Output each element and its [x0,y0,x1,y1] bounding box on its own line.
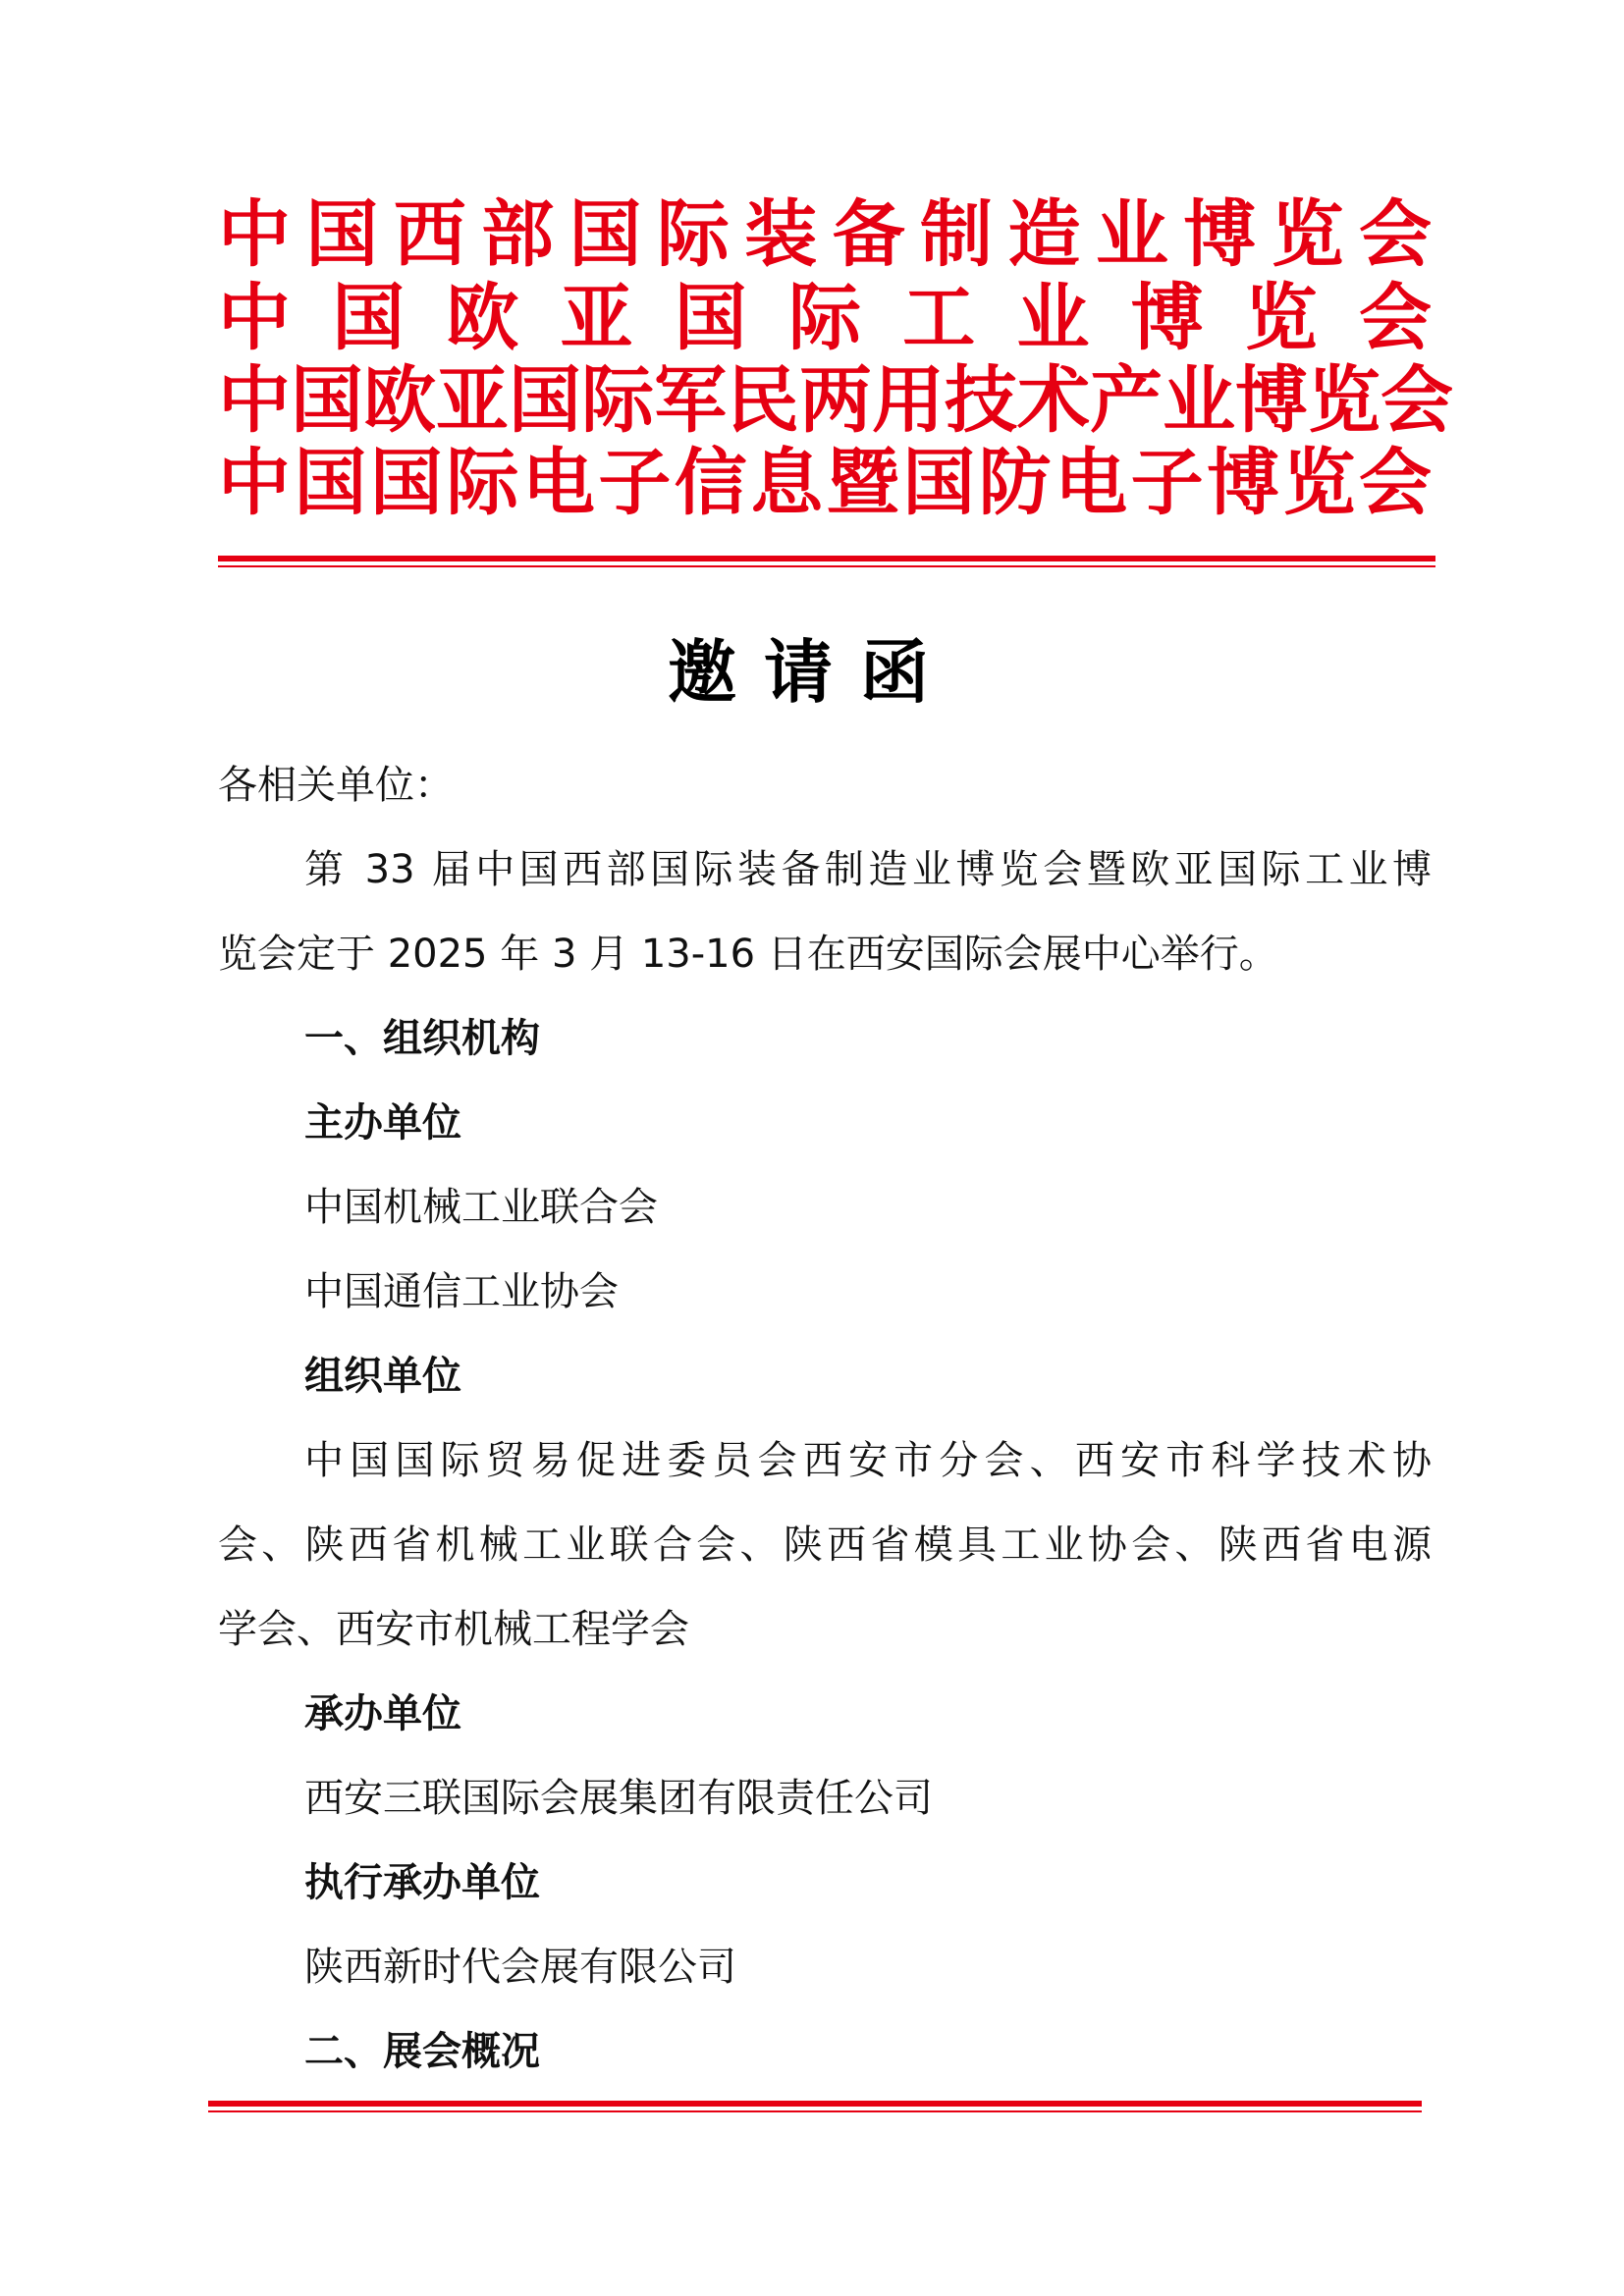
letterhead-line-1: 中国西部国际装备制造业博览会 [218,192,1432,277]
organizer-line-2: 会、陕西省机械工业联合会、陕西省模具工业协会、陕西省电源 [218,1522,1432,1568]
undertaker-label: 承办单位 [304,1691,461,1736]
organizer-label: 组织单位 [304,1354,461,1399]
page-title: 邀请函 [668,631,956,713]
intro-line-1: 第 33 届中国西部国际装备制造业博览会暨欧亚国际工业博 [304,847,1432,892]
letterhead-line-3: 中国欧亚国际军民两用技术产业博览会 [218,358,1453,443]
host-label: 主办单位 [304,1100,461,1146]
letterhead-line-2: 中国欧亚国际工业博览会 [218,276,1432,360]
salutation: 各相关单位： [218,763,454,808]
letterhead-rule-thick [218,556,1435,561]
executive-label: 执行承办单位 [304,1860,540,1905]
intro-line-2: 览会定于 2025 年 3 月 13-16 日在西安国际会展中心举行。 [218,932,1278,977]
letterhead-rule-thin [218,565,1435,567]
section-2-heading: 二、展会概况 [304,2029,540,2074]
host-item-1: 中国机械工业联合会 [304,1185,658,1230]
executive-value: 陕西新时代会展有限公司 [304,1945,736,1990]
section-1-heading: 一、组织机构 [304,1016,540,1061]
footer-rule-thin [208,2110,1422,2112]
host-item-2: 中国通信工业协会 [304,1269,619,1314]
letterhead-line-4: 中国国际电子信息暨国防电子博览会 [218,441,1432,525]
organizer-line-3: 学会、西安市机械工程学会 [218,1607,689,1652]
undertaker-value: 西安三联国际会展集团有限责任公司 [304,1776,933,1821]
footer-rule-thick [208,2101,1422,2107]
organizer-line-1: 中国国际贸易促进委员会西安市分会、西安市科学技术协 [304,1438,1432,1483]
